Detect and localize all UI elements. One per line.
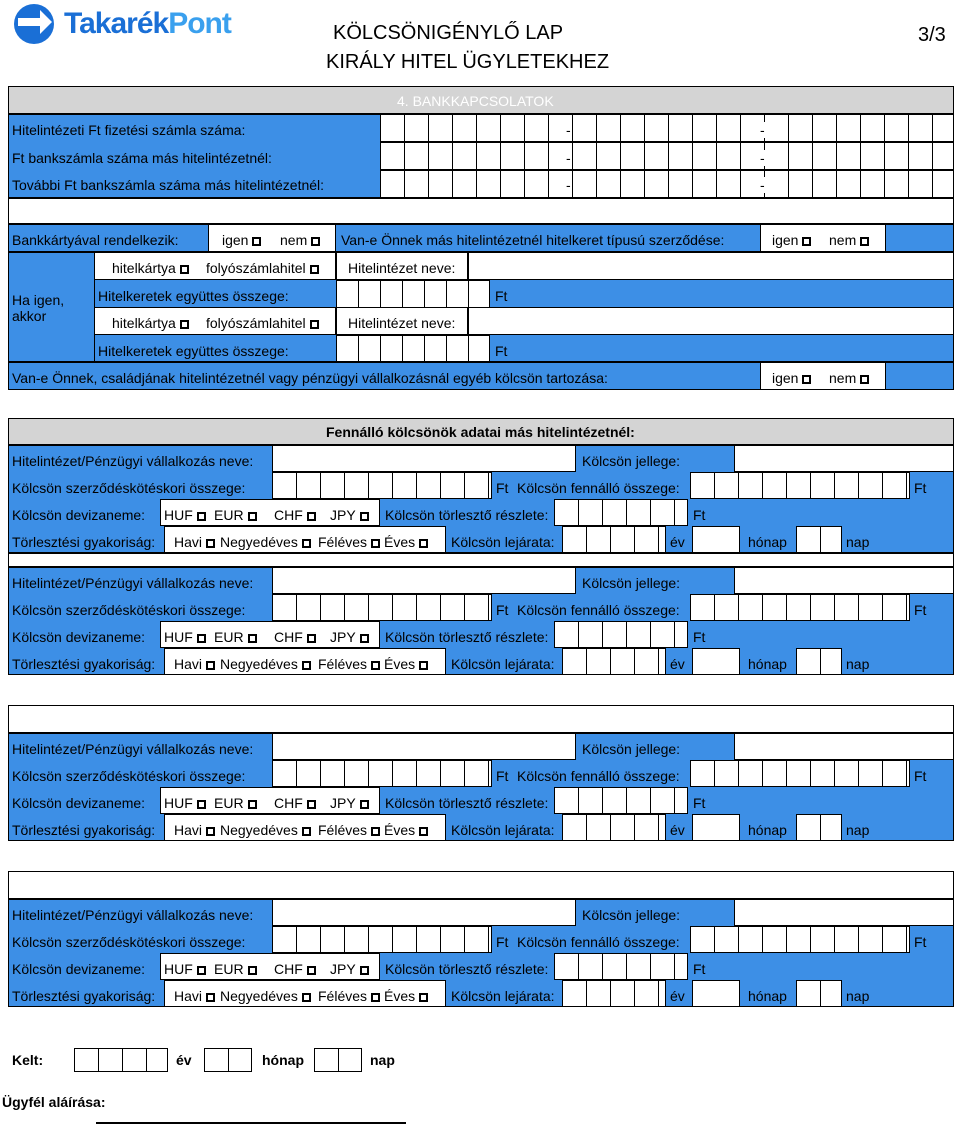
loan-contract-amount-input[interactable] <box>272 760 492 787</box>
page-number: 3/3 <box>918 24 946 46</box>
currency-eur-option[interactable]: EUR <box>214 795 257 811</box>
frequency-quarterly-option[interactable]: Negyedéves <box>220 534 311 550</box>
checkbox[interactable] <box>197 634 206 643</box>
currency-chf-option[interactable]: CHF <box>274 629 316 645</box>
currency-chf-option[interactable]: CHF <box>274 961 316 977</box>
checkbox[interactable] <box>802 237 811 246</box>
checkbox[interactable] <box>860 375 869 384</box>
total-label-2: Hitelkeretek együttes összege: <box>98 343 289 359</box>
loan-type-label: Kölcsön jellege: <box>582 575 681 591</box>
maturity-year-input[interactable] <box>562 814 666 841</box>
cards-yes-option[interactable]: igen <box>222 232 261 248</box>
credit-no-option[interactable]: nem <box>829 232 869 248</box>
checkbox[interactable] <box>307 634 316 643</box>
loan-institution-input[interactable] <box>272 733 576 760</box>
maturity-month-gap[interactable] <box>692 980 740 1007</box>
frequency-yearly-option[interactable]: Éves <box>384 534 428 550</box>
maturity-year-input[interactable] <box>562 980 666 1007</box>
account-number-3[interactable] <box>380 170 954 198</box>
loan-outstanding-label: Kölcsön fennálló összege: <box>517 602 680 618</box>
loan-frequency-label: Törlesztési gyakoriság: <box>12 988 156 1004</box>
loan-contract-amount-label: Kölcsön szerződéskötéskori összege: <box>12 934 246 950</box>
credit-yes-option[interactable]: igen <box>772 232 811 248</box>
checkbox[interactable] <box>307 800 316 809</box>
checkbox[interactable] <box>310 320 319 329</box>
checkbox[interactable] <box>311 237 320 246</box>
signature-label: Ügyfél aláírása: <box>2 1094 106 1110</box>
maturity-month-input[interactable] <box>796 648 842 675</box>
frequency-half-year-option[interactable]: Féléves <box>318 822 380 838</box>
loan-frequency-label: Törlesztési gyakoriság: <box>12 822 156 838</box>
loan-contract-amount-input[interactable] <box>272 926 492 953</box>
loan-institution-input[interactable] <box>272 899 576 926</box>
maturity-year-label: év <box>670 822 685 838</box>
loan-outstanding-currency: Ft <box>914 602 927 618</box>
loan-type-label: Kölcsön jellege: <box>582 453 681 469</box>
loan-maturity-label: Kölcsön lejárata: <box>451 988 555 1004</box>
institution-input-1[interactable] <box>468 252 954 280</box>
checkbox[interactable] <box>307 966 316 975</box>
currency-huf-option[interactable]: HUF <box>164 507 206 523</box>
checkbox[interactable] <box>206 827 215 836</box>
checkbox[interactable] <box>248 966 257 975</box>
loan-contract-currency: Ft <box>496 768 509 784</box>
loan-contract-amount-label: Kölcsön szerződéskötéskori összege: <box>12 480 246 496</box>
loan-installment-input[interactable] <box>554 953 688 980</box>
loan-outstanding-currency: Ft <box>914 934 927 950</box>
frequency-yearly-option[interactable]: Éves <box>384 988 428 1004</box>
checkbox[interactable] <box>371 993 380 1002</box>
logo <box>12 2 262 46</box>
loan-outstanding-label: Kölcsön fennálló összege: <box>517 768 680 784</box>
total-input-2[interactable] <box>336 335 490 362</box>
if-yes-label: Ha igen, <box>12 292 65 308</box>
loan-installment-label: Kölcsön törlesztő részlete: <box>385 629 549 645</box>
loan-spacer-row <box>8 705 954 733</box>
checkbox[interactable] <box>302 827 311 836</box>
dash: - <box>760 150 765 166</box>
institution-label-2: Hitelintézet neve: <box>348 315 456 331</box>
frequency-monthly-option[interactable]: Havi <box>174 822 215 838</box>
checkbox[interactable] <box>360 512 369 521</box>
loan-outstanding-currency: Ft <box>914 480 927 496</box>
loan-maturity-label: Kölcsön lejárata: <box>451 822 555 838</box>
loan-outstanding-label: Kölcsön fennálló összege: <box>517 480 680 496</box>
frequency-quarterly-option[interactable]: Negyedéves <box>220 822 311 838</box>
checkbox[interactable] <box>802 375 811 384</box>
checkbox[interactable] <box>360 800 369 809</box>
cards-no-option[interactable]: nem <box>280 232 320 248</box>
loan-installment-input[interactable] <box>554 499 688 526</box>
account-number-1[interactable] <box>380 114 954 142</box>
loan-type-label: Kölcsön jellege: <box>582 741 681 757</box>
checkbox[interactable] <box>248 800 257 809</box>
dated-day-label: nap <box>370 1052 395 1068</box>
loan-outstanding-input[interactable] <box>690 926 910 953</box>
maturity-month-label: hónap <box>748 822 787 838</box>
account-label-3: További Ft bankszámla száma más hitelintézetnél: <box>12 177 325 193</box>
account-label-2: Ft bankszámla száma más hitelintézetnél: <box>12 150 272 166</box>
overdraft-option-1[interactable]: folyószámlahitel <box>206 260 319 276</box>
currency-jpy-option[interactable]: JPY <box>330 629 369 645</box>
loan-contract-currency: Ft <box>496 934 509 950</box>
maturity-year-input[interactable] <box>562 648 666 675</box>
frequency-monthly-option[interactable]: Havi <box>174 534 215 550</box>
maturity-day-label: nap <box>846 656 870 672</box>
maturity-month-input[interactable] <box>796 526 842 553</box>
total-input-1[interactable] <box>336 280 490 308</box>
loan-installment-input[interactable] <box>554 787 688 814</box>
loan-contract-amount-label: Kölcsön szerződéskötéskori összege: <box>12 602 246 618</box>
checkbox[interactable] <box>302 661 311 670</box>
brand-takarek: Takarék <box>64 7 169 40</box>
checkbox[interactable] <box>371 539 380 548</box>
checkbox[interactable] <box>360 966 369 975</box>
frequency-monthly-option[interactable]: Havi <box>174 988 215 1004</box>
loan-installment-currency: Ft <box>693 507 706 523</box>
maturity-month-label: hónap <box>748 988 787 1004</box>
checkbox[interactable] <box>371 827 380 836</box>
currency-chf-option[interactable]: CHF <box>274 795 316 811</box>
frequency-quarterly-option[interactable]: Negyedéves <box>220 656 311 672</box>
loan-installment-label: Kölcsön törlesztő részlete: <box>385 507 549 523</box>
loan-type-input[interactable] <box>734 445 954 472</box>
checkbox[interactable] <box>197 512 206 521</box>
dated-month-label: hónap <box>262 1052 304 1068</box>
checkbox[interactable] <box>180 320 189 329</box>
maturity-month-input[interactable] <box>796 814 842 841</box>
currency-jpy-option[interactable]: JPY <box>330 961 369 977</box>
loan-outstanding-input[interactable] <box>690 472 910 499</box>
page-title: KÖLCSÖNIGÉNYLŐ LAP <box>333 22 564 44</box>
loan-outstanding-input[interactable] <box>690 760 910 787</box>
loan-currency-label: Kölcsön devizaneme: <box>12 961 146 977</box>
maturity-day-label: nap <box>846 534 870 550</box>
loan-outstanding-input[interactable] <box>690 594 910 621</box>
maturity-month-input[interactable] <box>796 980 842 1007</box>
currency-eur-option[interactable]: EUR <box>214 961 257 977</box>
loan-contract-amount-label: Kölcsön szerződéskötéskori összege: <box>12 768 246 784</box>
dash: - <box>566 150 571 166</box>
loan-outstanding-label: Kölcsön fennálló összege: <box>517 934 680 950</box>
institution-input-2[interactable] <box>468 307 954 335</box>
currency-chf-option[interactable]: CHF <box>274 507 316 523</box>
total-currency-1: Ft <box>495 288 508 304</box>
currency-eur-option[interactable]: EUR <box>214 507 257 523</box>
frequency-half-year-option[interactable]: Féléves <box>318 656 380 672</box>
frequency-half-year-option[interactable]: Féléves <box>318 534 380 550</box>
dated-day-input[interactable] <box>314 1048 362 1072</box>
maturity-month-gap[interactable] <box>692 648 740 675</box>
checkbox[interactable] <box>206 993 215 1002</box>
loan-type-input[interactable] <box>734 899 954 926</box>
checkbox[interactable] <box>248 634 257 643</box>
maturity-day-label: nap <box>846 822 870 838</box>
loan-maturity-label: Kölcsön lejárata: <box>451 656 555 672</box>
loan-currency-label: Kölcsön devizaneme: <box>12 629 146 645</box>
maturity-year-label: év <box>670 988 685 1004</box>
loan-contract-amount-input[interactable] <box>272 472 492 499</box>
loan-currency-label: Kölcsön devizaneme: <box>12 795 146 811</box>
section-title: 4. BANKKAPCSOLATOK <box>397 93 554 109</box>
checkbox[interactable] <box>419 993 428 1002</box>
currency-huf-option[interactable]: HUF <box>164 961 206 977</box>
loan-frequency-label: Törlesztési gyakoriság: <box>12 656 156 672</box>
loan-institution-label: Hitelintézet/Pénzügyi vállalkozás neve: <box>12 575 254 591</box>
maturity-year-label: év <box>670 656 685 672</box>
account-label-1: Hitelintézeti Ft fizetési számla száma: <box>12 122 246 138</box>
if-yes-label-2: akkor <box>12 308 47 324</box>
frequency-yearly-option[interactable]: Éves <box>384 822 428 838</box>
dated-label: Kelt: <box>12 1052 44 1068</box>
loan-installment-label: Kölcsön törlesztő részlete: <box>385 961 549 977</box>
loan-institution-input[interactable] <box>272 445 576 472</box>
currency-eur-option[interactable]: EUR <box>214 629 257 645</box>
loan-contract-amount-input[interactable] <box>272 594 492 621</box>
maturity-year-input[interactable] <box>562 526 666 553</box>
loan-type-label: Kölcsön jellege: <box>582 907 681 923</box>
loan-contract-currency: Ft <box>496 602 509 618</box>
dash: - <box>760 177 765 193</box>
checkbox[interactable] <box>248 512 257 521</box>
institution-label-1: Hitelintézet neve: <box>348 260 456 276</box>
account-number-2[interactable] <box>380 142 954 170</box>
loan-maturity-label: Kölcsön lejárata: <box>451 534 555 550</box>
checkbox[interactable] <box>302 539 311 548</box>
total-label-1: Hitelkeretek együttes összege: <box>98 288 289 304</box>
dash: - <box>760 122 765 138</box>
maturity-month-label: hónap <box>748 534 787 550</box>
checkbox[interactable] <box>206 661 215 670</box>
loan-contract-currency: Ft <box>496 480 509 496</box>
signature-line[interactable] <box>96 1122 406 1124</box>
logo-arrow-icon <box>12 2 60 46</box>
checkbox[interactable] <box>419 827 428 836</box>
maturity-day-label: nap <box>846 988 870 1004</box>
currency-jpy-option[interactable]: JPY <box>330 795 369 811</box>
checkbox[interactable] <box>206 539 215 548</box>
total-currency-2: Ft <box>495 343 508 359</box>
checkbox[interactable] <box>419 539 428 548</box>
loan-institution-input[interactable] <box>272 567 576 594</box>
dash: - <box>566 122 571 138</box>
loan-spacer-row <box>8 871 954 899</box>
maturity-month-label: hónap <box>748 656 787 672</box>
currency-jpy-option[interactable]: JPY <box>330 507 369 523</box>
loan-currency-label: Kölcsön devizaneme: <box>12 507 146 523</box>
frequency-yearly-option[interactable]: Éves <box>384 656 428 672</box>
loan-installment-input[interactable] <box>554 621 688 648</box>
loan-type-input[interactable] <box>734 567 954 594</box>
checkbox[interactable] <box>302 993 311 1002</box>
checkbox[interactable] <box>197 966 206 975</box>
checkbox[interactable] <box>252 237 261 246</box>
credit-card-option-1[interactable]: hitelkártya <box>112 260 189 276</box>
frequency-half-year-option[interactable]: Féléves <box>318 988 380 1004</box>
loan-yes-option[interactable]: igen <box>772 370 811 386</box>
dated-year-input[interactable] <box>74 1048 168 1072</box>
loan-installment-label: Kölcsön törlesztő részlete: <box>385 795 549 811</box>
spacer-row <box>8 198 954 224</box>
loan-question: Van-e Önnek, családjának hitelintézetnél vagy pénzügyi vállalkozásnál egyéb kölcsön tartozása: <box>12 370 608 386</box>
page-subtitle: KIRÁLY HITEL ÜGYLETEKHEZ <box>326 51 610 73</box>
loan-installment-currency: Ft <box>693 629 706 645</box>
currency-huf-option[interactable]: HUF <box>164 629 206 645</box>
maturity-month-gap[interactable] <box>692 814 740 841</box>
cards-label: Bankkártyával rendelkezik: <box>12 232 179 248</box>
loans-title: Fennálló kölcsönök adatai más hitelintézetnél: <box>326 424 635 440</box>
currency-huf-option[interactable]: HUF <box>164 795 206 811</box>
checkbox[interactable] <box>360 634 369 643</box>
loan-type-input[interactable] <box>734 733 954 760</box>
checkbox[interactable] <box>419 661 428 670</box>
maturity-year-label: év <box>670 534 685 550</box>
overdraft-option-2[interactable]: folyószámlahitel <box>206 315 319 331</box>
loan-no-option[interactable]: nem <box>829 370 869 386</box>
checkbox[interactable] <box>180 265 189 274</box>
credit-card-option-2[interactable]: hitelkártya <box>112 315 189 331</box>
loan-outstanding-currency: Ft <box>914 768 927 784</box>
loan-institution-label: Hitelintézet/Pénzügyi vállalkozás neve: <box>12 741 254 757</box>
frequency-quarterly-option[interactable]: Negyedéves <box>220 988 311 1004</box>
dated-year-label: év <box>176 1052 192 1068</box>
checkbox[interactable] <box>197 800 206 809</box>
loan-institution-label: Hitelintézet/Pénzügyi vállalkozás neve: <box>12 453 254 469</box>
loan-frequency-label: Törlesztési gyakoriság: <box>12 534 156 550</box>
loan-installment-currency: Ft <box>693 795 706 811</box>
maturity-month-gap[interactable] <box>692 526 740 553</box>
brand-pont: Pont <box>168 7 231 40</box>
credit-line-question: Van-e Önnek más hitelintézetnél hitelkeret típusú szerződése: <box>341 232 725 248</box>
checkbox[interactable] <box>310 265 319 274</box>
loan-spacer-row <box>8 553 954 567</box>
checkbox[interactable] <box>371 661 380 670</box>
frequency-monthly-option[interactable]: Havi <box>174 656 215 672</box>
loan-institution-label: Hitelintézet/Pénzügyi vállalkozás neve: <box>12 907 254 923</box>
dated-month-input[interactable] <box>204 1048 252 1072</box>
checkbox[interactable] <box>860 237 869 246</box>
loan-installment-currency: Ft <box>693 961 706 977</box>
checkbox[interactable] <box>307 512 316 521</box>
dash: - <box>566 177 571 193</box>
